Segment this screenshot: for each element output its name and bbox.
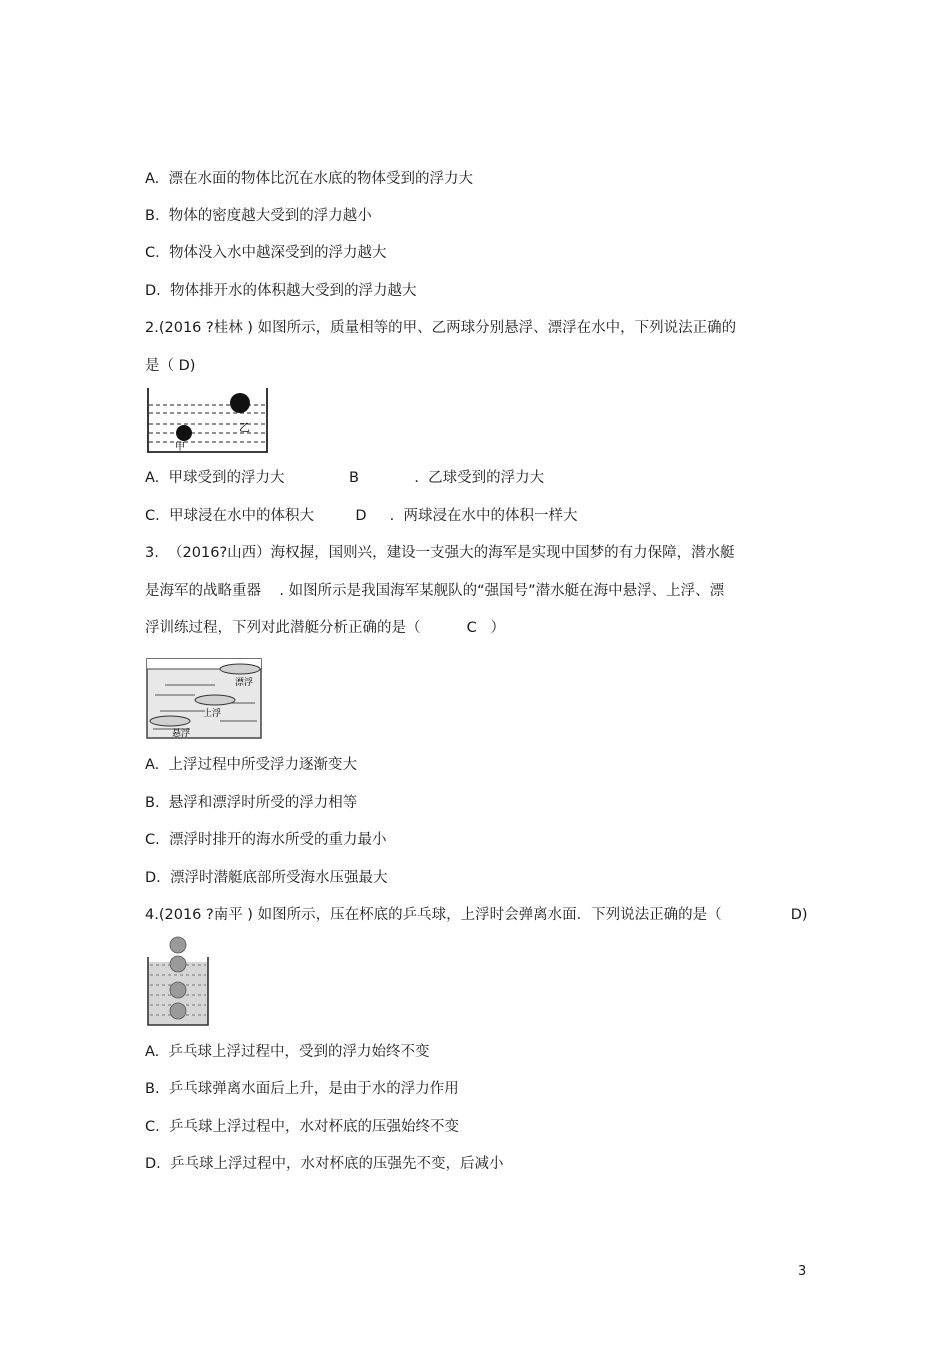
q4-option-b: B. 乒乓球弹离水面后上升，是由于水的浮力作用 bbox=[145, 1081, 459, 1097]
q3-stem-line3: 浮训练过程，下列对此潜艇分析正确的是（ C ） bbox=[145, 620, 506, 636]
q3-option-a: A. 上浮过程中所受浮力逐渐变大 bbox=[145, 757, 357, 773]
q3-stem-line2: 是海军的战略重器 . 如图所示是我国海军某舰队的“强国号”潜水艇在海中悬浮、上浮、漂 bbox=[145, 583, 725, 599]
q3-option-c: C. 漂浮时排开的海水所受的重力最小 bbox=[145, 832, 387, 848]
label-xuanfu: 悬浮 bbox=[172, 729, 191, 739]
q3-figure bbox=[145, 657, 263, 740]
ball-jia bbox=[176, 425, 192, 441]
q2-figure bbox=[145, 386, 270, 456]
q2-options-row2: C. 甲球浸在水中的体积大 D . 两球浸在水中的体积一样大 bbox=[145, 508, 578, 524]
q4-option-d: D. 乒乓球上浮过程中，水对杯底的压强先不变，后减小 bbox=[145, 1156, 504, 1172]
q3-option-d: D. 漂浮时潜艇底部所受海水压强最大 bbox=[145, 870, 388, 886]
q2-stem-line1: 2.(2016 ?桂林 ) 如图所示，质量相等的甲、乙两球分别悬浮、漂浮在水中，下列说法正确的 bbox=[145, 320, 737, 336]
ball-yi bbox=[230, 393, 250, 413]
q1-option-b: B. 物体的密度越大受到的浮力越小 bbox=[145, 208, 372, 224]
q4-option-a: A. 乒乓球上浮过程中，受到的浮力始终不变 bbox=[145, 1044, 430, 1060]
q4-stem: 4.(2016 ?南平 ) 如图所示，压在杯底的乒乓球，上浮时会弹离水面．下列说法正确的是（ D) bbox=[145, 907, 808, 923]
q3-option-b: B. 悬浮和漂浮时所受的浮力相等 bbox=[145, 795, 358, 811]
q4-option-c: C. 乒乓球上浮过程中，水对杯底的压强始终不变 bbox=[145, 1119, 459, 1135]
q1-option-a: A. 漂在水面的物体比沉在水底的物体受到的浮力大 bbox=[145, 171, 473, 187]
q3-stem-line1: 3. （2016?山西）海权握，国则兴，建设一支强大的海军是实现中国梦的有力保障，潜水艇 bbox=[145, 545, 735, 561]
label-piaofu: 漂浮 bbox=[235, 678, 254, 688]
q2-stem-line2: 是（ D) bbox=[145, 358, 196, 374]
q4-figure bbox=[145, 935, 211, 1027]
q1-option-c: C. 物体没入水中越深受到的浮力越大 bbox=[145, 245, 387, 261]
label-yi: 乙 bbox=[239, 421, 250, 434]
q1-option-d: D. 物体排开水的体积越大受到的浮力越大 bbox=[145, 283, 417, 299]
page-number: 3 bbox=[798, 1264, 807, 1279]
label-jia: 甲 bbox=[175, 442, 185, 453]
label-shangfu: 上浮 bbox=[203, 709, 222, 719]
q2-options-row1: A. 甲球受到的浮力大 B . 乙球受到的浮力大 bbox=[145, 470, 545, 486]
